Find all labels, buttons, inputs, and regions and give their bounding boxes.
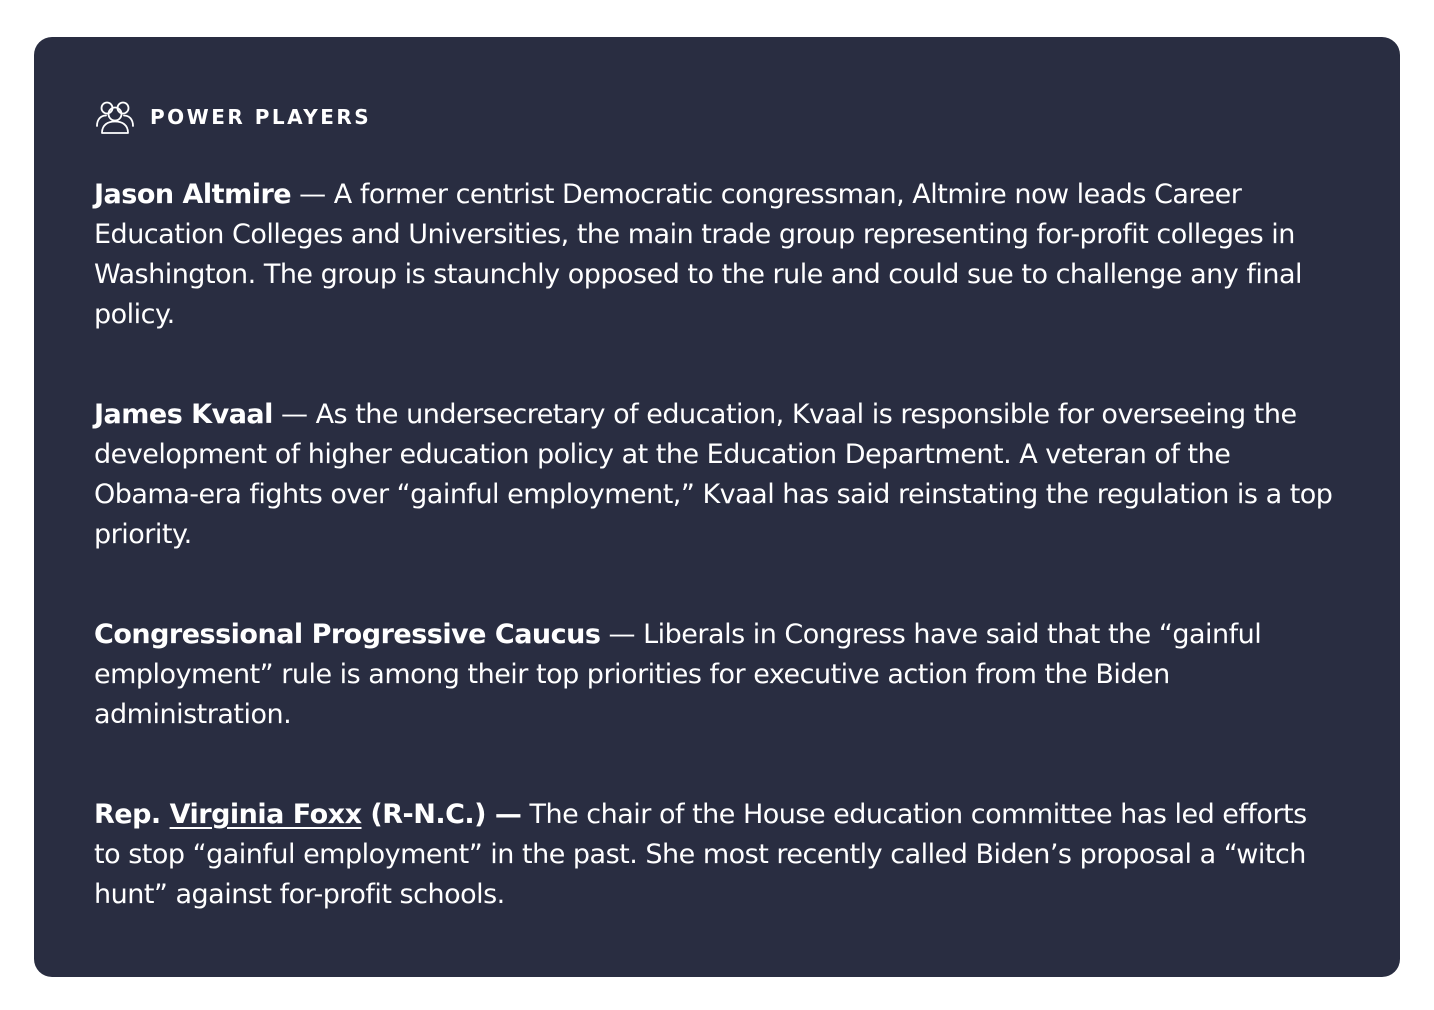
entry-name-suffix: (R-N.C.) —: [361, 799, 522, 830]
entry-text: The chair of the House education committee has led efforts to stop “gainful employment” in the past. She most recently called Biden’s proposal a “witch hunt” against for-profit schools.: [94, 799, 1307, 910]
entry-text: A former centrist Democratic congressman, Altmire now leads Career Education Colleges and Universities, the main trade group representing for-profit colleges in Washington. The group is staunchly opposed to the rule and could sue to challenge any final policy.: [94, 179, 1303, 330]
entry-text: Liberals in Congress have said that the “gainful employment” rule is among their top priorities for executive action from the Biden administration.: [94, 619, 1262, 730]
entry-progressive-caucus: [94, 615, 1340, 735]
entry-name: Jason Altmire: [94, 179, 292, 210]
section-title: POWER PLAYERS: [150, 105, 372, 129]
virginia-foxx-link[interactable]: Virginia Foxx: [169, 799, 362, 830]
entry-james-kvaal: [94, 395, 1340, 555]
entry-name-prefix: Rep.: [94, 799, 170, 830]
entry-jason-altmire: [94, 175, 1340, 335]
entry-separator: —: [291, 179, 334, 210]
entry-virginia-foxx: [94, 795, 1340, 915]
power-players-card: [34, 37, 1400, 977]
people-group-icon: [94, 99, 136, 135]
entry-separator: —: [272, 399, 316, 430]
entry-name: Congressional Progressive Caucus: [94, 619, 601, 650]
entry-separator: —: [600, 619, 644, 650]
section-header: [94, 99, 1340, 135]
entry-name: James Kvaal: [94, 399, 273, 430]
entry-text: As the undersecretary of education, Kvaal is responsible for overseeing the development of higher education policy at the Education Department. A veteran of the Obama-era fights over “gainful employment,” Kvaal has said reinstating the regulation is a top priority.: [94, 399, 1333, 550]
